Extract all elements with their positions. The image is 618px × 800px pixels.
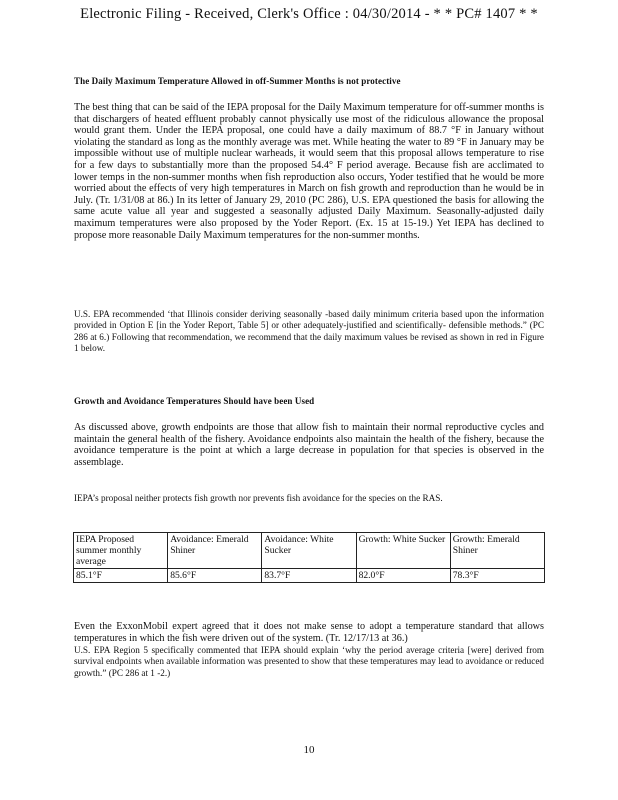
body-paragraph: U.S. EPA Region 5 specifically commented that IEPA should explain ‘why the period average criteria [were] derived from survival endpoints when available information was presented to show that these temperatures may lead to avoidance or reduced growth.” (PC 286 at 1 -2.) [74, 645, 544, 678]
paragraph-epa-recommendation [74, 309, 544, 355]
section-heading-growth [74, 396, 544, 406]
table-cell: 85.6°F [168, 569, 262, 583]
section-heading: Growth and Avoidance Temperatures Should have been Used [74, 396, 315, 406]
section-heading: The Daily Maximum Temperature Allowed in off-Summer Months is not protective [74, 76, 401, 86]
body-paragraph: U.S. EPA recommended ‘that Illinois consider deriving seasonally -based daily minimum criteria based upon the information provided in Option E [in the Yoder Report, Table 5] or other adequately-justified and scientifically- defensible methods.” (PC 286 at 6.) Following that recommendation, we recommend that the daily maximum values be revised as shown in red in Figure 1 below. [74, 309, 544, 354]
table-header-cell: Growth: Emerald Shiner [450, 533, 544, 569]
table-header-row [74, 533, 545, 569]
paragraph-daily-maximum [74, 102, 544, 241]
temperature-table [73, 532, 545, 583]
table-header-cell: IEPA Proposed summer monthly average [74, 533, 168, 569]
body-paragraph: As discussed above, growth endpoints are those that allow fish to maintain their normal reproductive cycles and maintain the general health of the fishery. Avoidance endpoints also maintain the health of the fishery, because the avoidance temperature is the point at which a large decrease in population for that species is observed in the assemblage. [74, 422, 544, 468]
paragraph-exxonmobil [74, 621, 544, 644]
body-paragraph: Even the ExxonMobil expert agreed that it does not make sense to adopt a temperature standard that allows temperatures in which the fish were driven out of the system. (Tr. 12/17/13 at 36.) [74, 621, 544, 644]
body-paragraph: The best thing that can be said of the IEPA proposal for the Daily Maximum temperature for off-summer months is that dischargers of heated effluent probably cannot physically use most of the ridiculous allowance the proposal would grant them. Under the IEPA proposal, one could have a daily maximum of 88.7 °F in January without violating the standard as long as the monthly average was met. While heating the water to 89 °F in January may be impossible without use of multiple nuclear warheads, it would seem that this proposal allows temperature to rise for a few days to substantially more than the proposed 54.4° F period average. Because fish are acclimated to lower temps in the non-summer months when fish reproduction also occurs, Yoder testified that he would be more worried about the effects of very high temperatures in March on fish growth and reproduction than he would be in July. (Tr. 1/31/08 at 86.) In its letter of January 29, 2010 (PC 286), U.S. EPA questioned the basis for allowing the same acute value all year and suggested a seasonally adjusted Daily Maximum. Seasonally-adjusted daily maximum temperatures were also proposed by the Yoder Report. (Ex. 15 at 15-19.) Yet IEPA has declined to propose more reasonable Daily Maximum temperatures for the non-summer months. [74, 102, 544, 241]
table-cell: 85.1°F [74, 569, 168, 583]
paragraph-growth-avoidance [74, 422, 544, 468]
table-cell: 83.7°F [262, 569, 356, 583]
body-paragraph: IEPA’s proposal neither protects fish growth nor prevents fish avoidance for the species on the RAS. [74, 493, 443, 503]
paragraph-ras [74, 493, 544, 504]
paragraph-region5 [74, 645, 544, 679]
table-header-cell: Avoidance: White Sucker [262, 533, 356, 569]
table-row [74, 569, 545, 583]
filing-header: Electronic Filing - Received, Clerk's Office : 04/30/2014 - * * PC# 1407 * * [80, 6, 538, 22]
table-cell: 78.3°F [450, 569, 544, 583]
section-heading-daily-maximum [74, 76, 544, 86]
page-number: 10 [303, 744, 315, 756]
table-header-cell: Growth: White Sucker [356, 533, 450, 569]
table-header-cell: Avoidance: Emerald Shiner [168, 533, 262, 569]
table-cell: 82.0°F [356, 569, 450, 583]
